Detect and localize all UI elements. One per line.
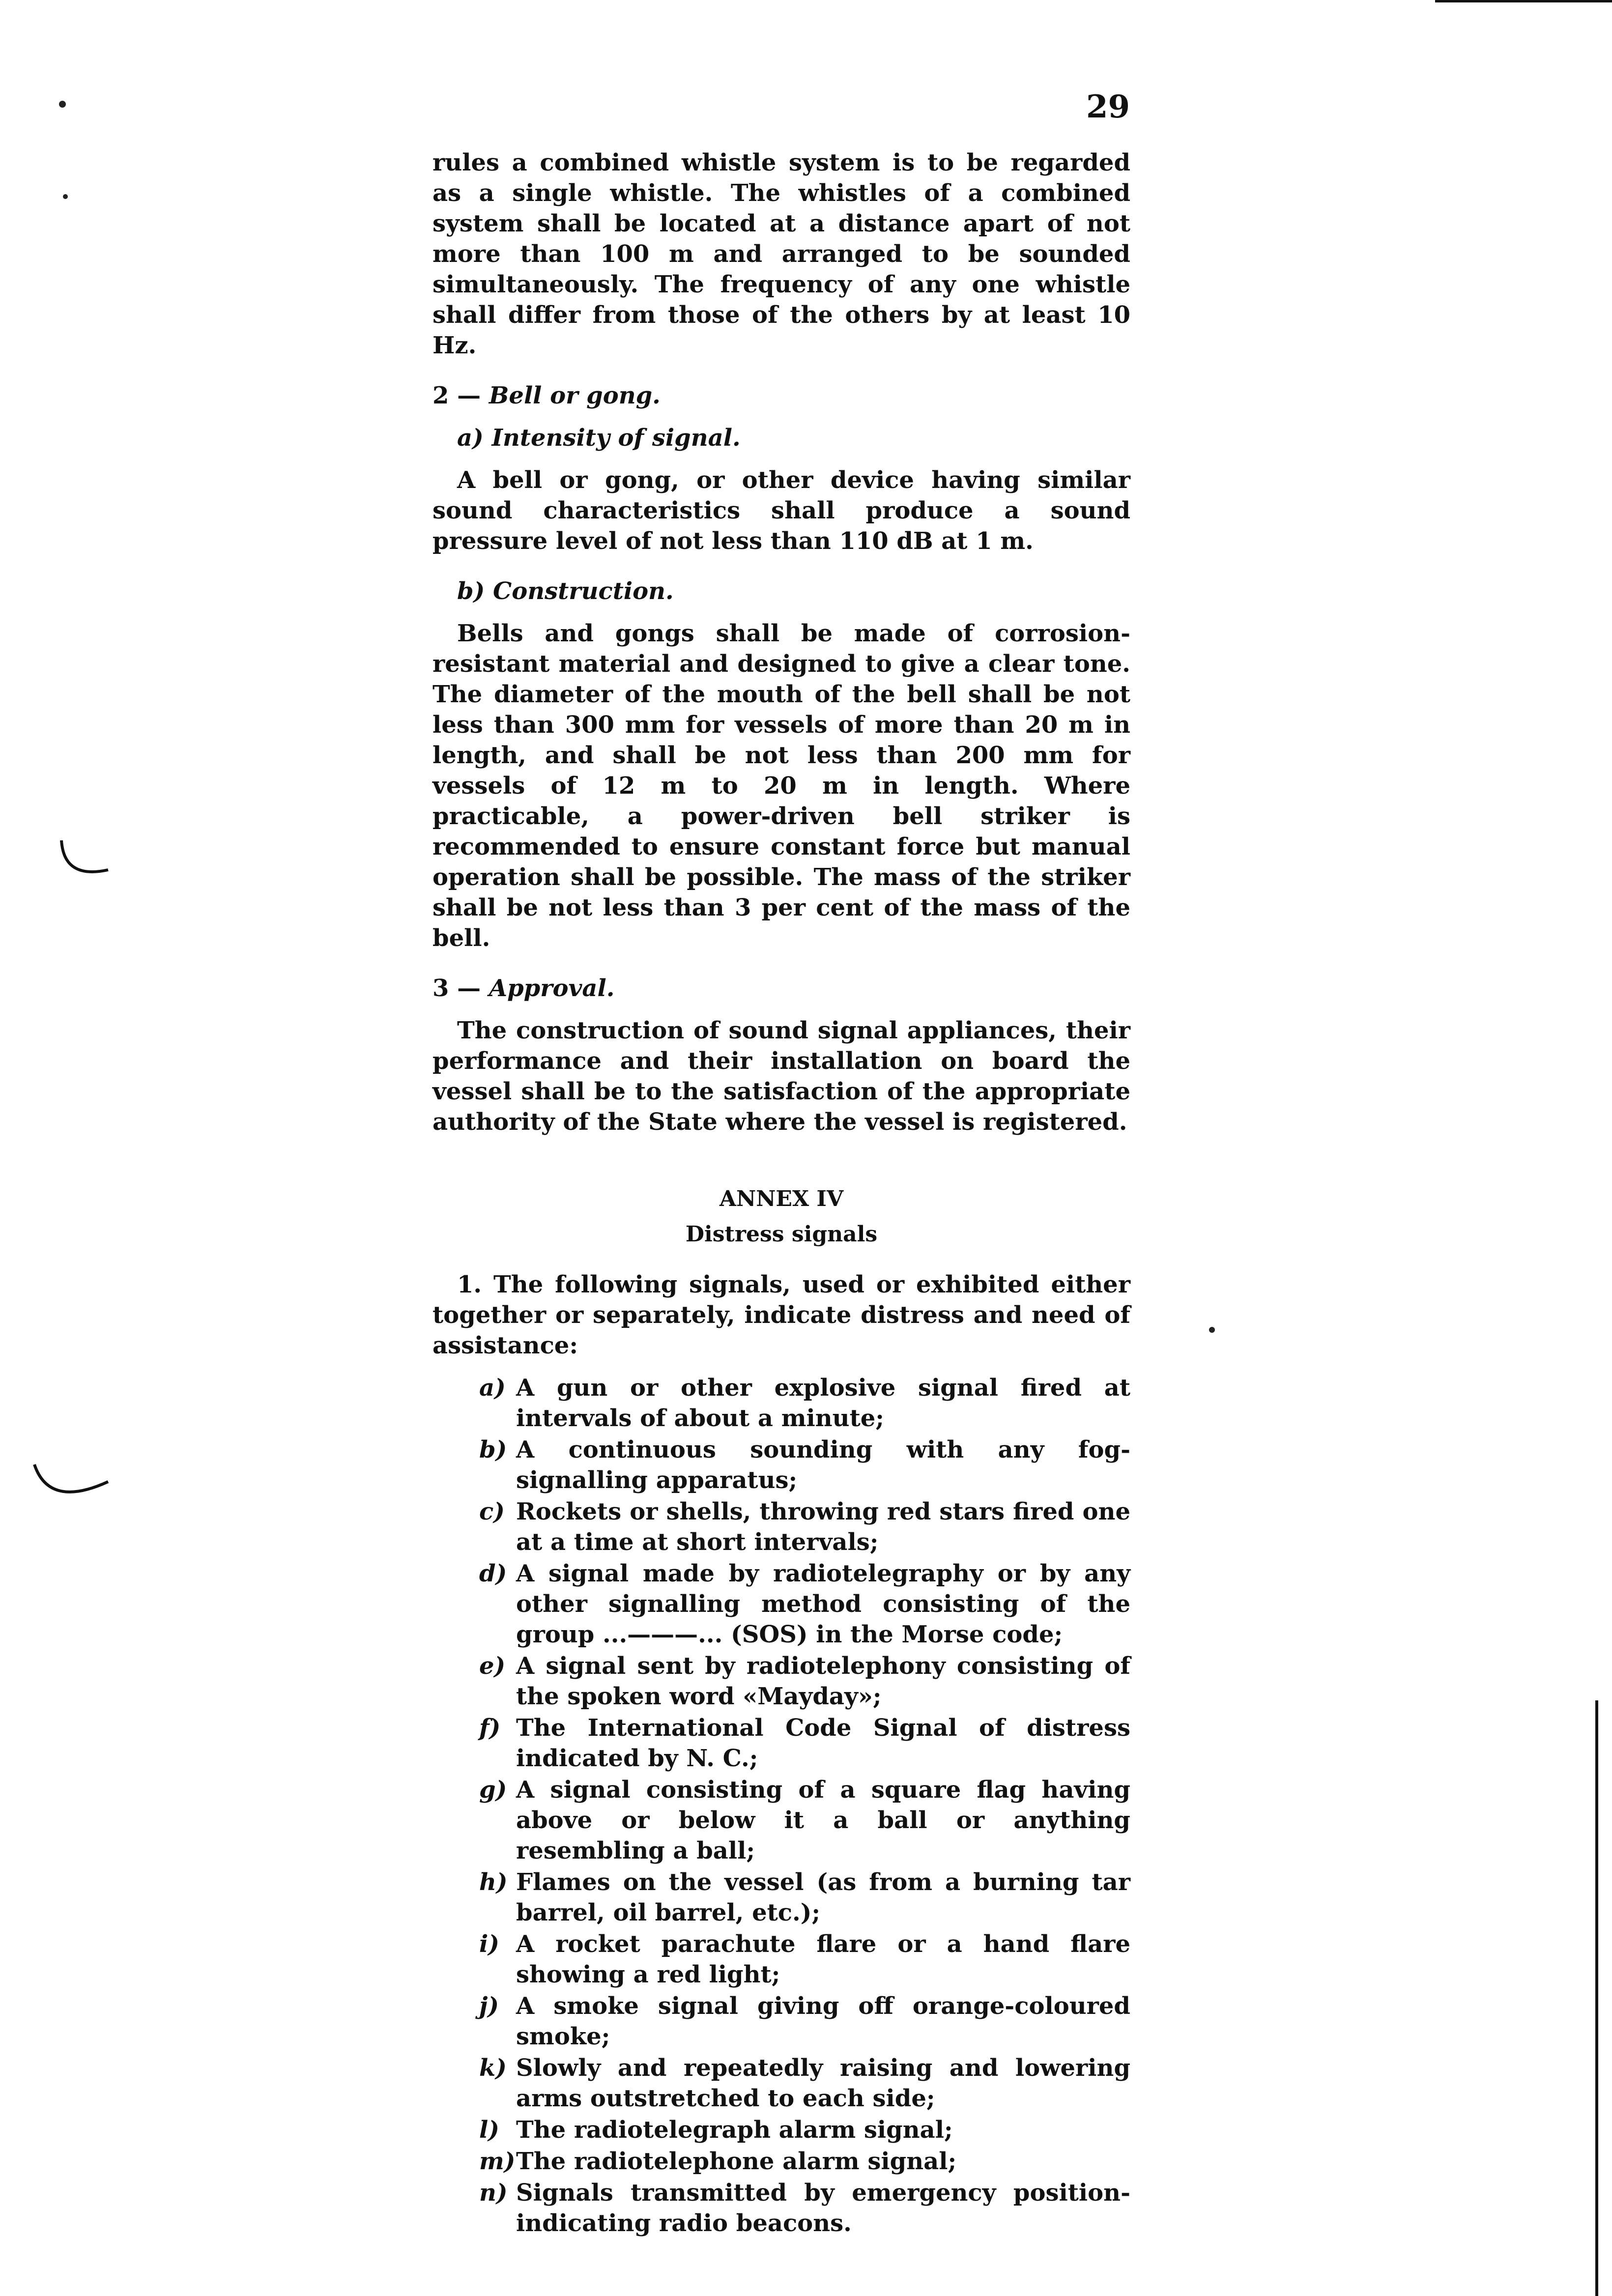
construction-heading: b) Construction. [457, 577, 674, 605]
list-item: d) A signal made by radiotelegraphy or by any other signalling method consisting of the group ...———... (SOS) in the Morse code; [479, 1560, 1130, 1648]
list-item: m)The radiotelephone alarm signal; [479, 2148, 957, 2175]
approval-heading-title: Approval. [489, 975, 615, 1002]
list-item: h) Flames on the vessel (as from a burning tar barrel, oil barrel, etc.); [479, 1868, 1130, 1926]
bell-heading-title: Bell or gong. [489, 382, 661, 409]
intensity-heading: a) Intensity of signal. [457, 424, 741, 452]
approval-heading [432, 973, 1130, 1004]
whistle-continuation: rules a combined whistle system is to be regarded as a single whistle. The whistles of a combined system shall be located at a distance apart of not more than 100 m and arranged to be sounded simultaneously. The frequency of any one whistle shall differ from those of the others by at least 10 Hz. [432, 149, 1130, 359]
construction-text: Bells and gongs shall be made of corrosion-resistant material and designed to give a clear tone. The diameter of the mouth of the bell shall be not less than 300 mm for vessels of more than 20 m in length, and shall be not less than 200 mm for vessels of 12 m to 20 m in length. Where practicable, a power-driven bell striker is recommended to ensure constant force but manual operation shall be possible. The mass of the striker shall be not less than 3 per cent of the mass of the bell. [432, 620, 1130, 952]
list-item: k) Slowly and repeatedly raising and lowering arms outstretched to each side; [479, 2054, 1130, 2112]
page-edge [1595, 1700, 1598, 2296]
list-item: e) A signal sent by radiotelephony consisting of the spoken word «Mayday»; [479, 1652, 1130, 1710]
intensity-text: A bell or gong, or other device having similar sound characteristics shall produce a sound pressure level of not less than 110 dB at 1 m. [432, 466, 1130, 555]
scan-speck [1209, 1327, 1215, 1333]
page-edge [1435, 0, 1612, 2]
binding-mark [29, 1455, 113, 1509]
list-item: l) The radiotelegraph alarm signal; [479, 2116, 953, 2144]
distress-signal-list [432, 1373, 1130, 2239]
annex-subtitle: Distress signals [685, 1222, 878, 1247]
annex-intro: 1. The following signals, used or exhibited either together or separately, indicate distress and need of assistance: [432, 1271, 1130, 1359]
list-item: g) A signal consisting of a square flag having above or below it a ball or anything resembling a ball; [479, 1776, 1130, 1865]
list-item: f) The International Code Signal of distress indicated by N. C.; [479, 1714, 1130, 1772]
list-item: c) Rockets or shells, throwing red stars fired one at a time at short intervals; [479, 1498, 1130, 1556]
scan-speck [59, 101, 66, 108]
list-item: a) A gun or other explosive signal fired at intervals of about a minute; [479, 1374, 1130, 1432]
annex-title: ANNEX IV [719, 1186, 844, 1211]
binding-mark [54, 835, 113, 890]
document-body [432, 147, 1130, 2239]
list-item: b) A continuous sounding with any fog-signalling apparatus; [479, 1436, 1130, 1494]
list-item: i) A rocket parachute flare or a hand flare showing a red light; [479, 1930, 1130, 1988]
scan-speck [63, 194, 68, 199]
bell-heading-number: 2 — [432, 382, 481, 409]
list-item: n) Signals transmitted by emergency position-indicating radio beacons. [479, 2179, 1130, 2237]
page-number: 29 [1086, 88, 1130, 125]
list-item: j) A smoke signal giving off orange-coloured smoke; [479, 1992, 1130, 2050]
approval-text: The construction of sound signal appliances, their performance and their installation on board the vessel shall be to the satisfaction of the appropriate authority of the State where the vessel is registered. [432, 1017, 1130, 1136]
approval-heading-number: 3 — [432, 975, 481, 1002]
bell-heading [432, 380, 1130, 411]
